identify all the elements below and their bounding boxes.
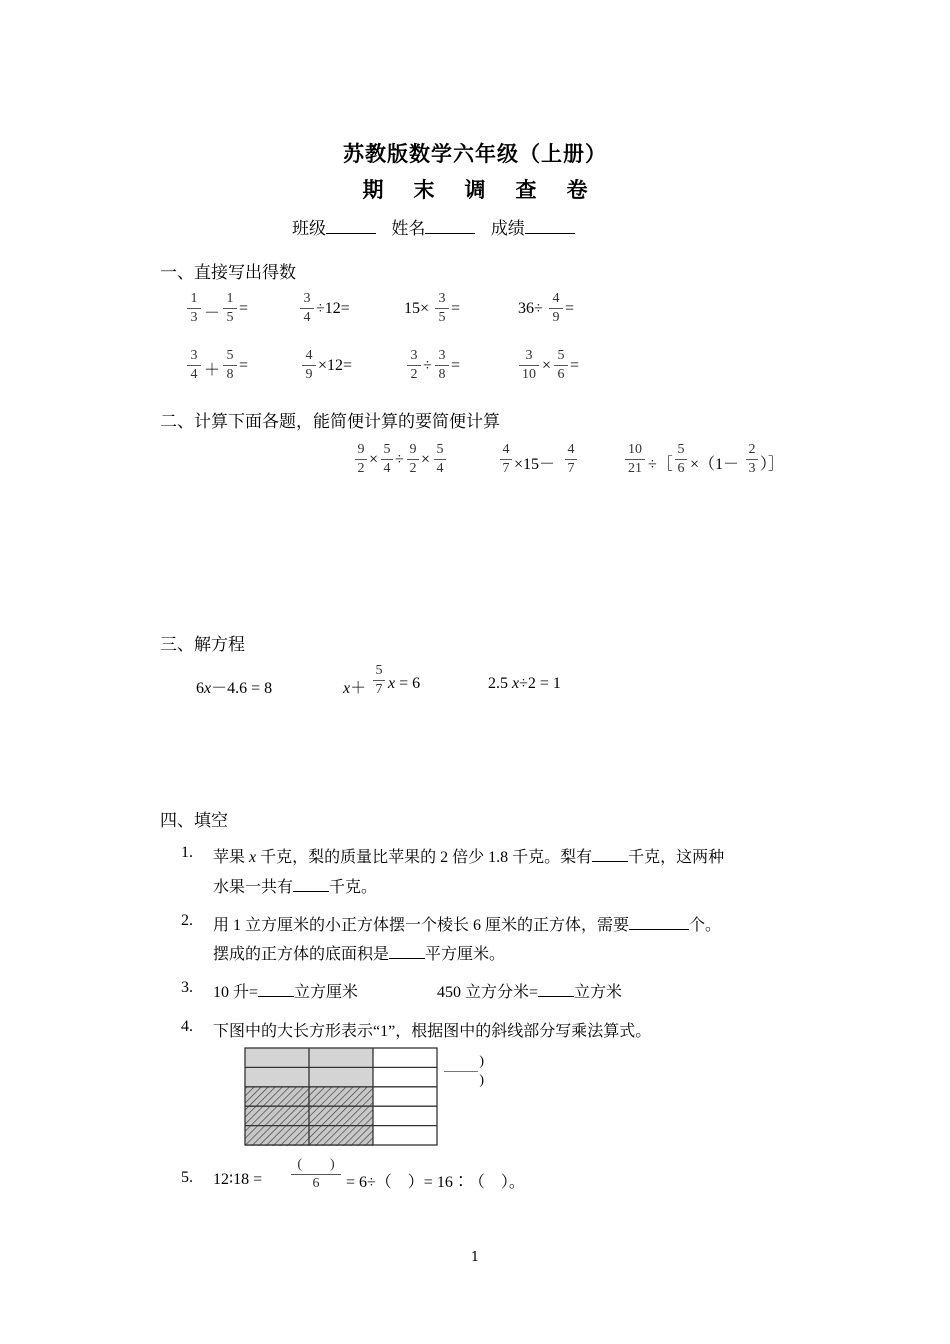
text: 苹果 bbox=[213, 849, 246, 866]
answer-fraction-numerator: ) bbox=[479, 1054, 484, 1069]
name-blank[interactable] bbox=[425, 217, 475, 234]
item-number: 5. bbox=[181, 1169, 193, 1186]
class-blank[interactable] bbox=[326, 217, 376, 234]
operator: ×12= bbox=[318, 357, 353, 374]
page-subtitle: 期末调查卷 bbox=[362, 177, 618, 202]
score-label: 成绩 bbox=[490, 219, 525, 239]
operator: × bbox=[369, 451, 379, 468]
text: 个。 bbox=[689, 917, 722, 934]
operator: ÷ bbox=[423, 357, 432, 374]
section4-heading: 四、填空 bbox=[160, 811, 228, 831]
fraction: 10 21 bbox=[624, 441, 646, 478]
fill-item-1-line1 bbox=[213, 844, 724, 867]
page-title: 苏教版数学六年级（上册） bbox=[343, 141, 607, 166]
fraction-numerator: ( ) bbox=[297, 1157, 335, 1172]
operator: = bbox=[570, 357, 580, 374]
answer-blank[interactable] bbox=[538, 981, 574, 997]
rectangle-diagram bbox=[244, 1047, 440, 1147]
fraction: 2 3 bbox=[745, 441, 759, 478]
text: 千克，梨的质量比苹果的 2 倍少 1.8 千克。梨有 bbox=[260, 849, 593, 866]
fraction: 5 7 bbox=[372, 662, 386, 699]
fraction: 3 8 bbox=[434, 347, 450, 384]
page-number: 1 bbox=[470, 1250, 480, 1265]
operator: = bbox=[239, 357, 249, 374]
answer-blank[interactable] bbox=[592, 846, 628, 862]
score-blank[interactable] bbox=[525, 217, 575, 234]
fill-item-2-line2 bbox=[213, 941, 505, 964]
fraction: 4 9 bbox=[548, 290, 564, 327]
operator: ×15－ bbox=[514, 456, 556, 473]
operator: ÷［ bbox=[648, 456, 673, 473]
operator: ×（1－ bbox=[690, 456, 740, 473]
item-number: 2. bbox=[181, 912, 193, 929]
text: 450 立方分米= bbox=[437, 984, 539, 1001]
fill-item-3-part2 bbox=[437, 979, 622, 1002]
item-number: 1. bbox=[181, 844, 193, 861]
text: 用 1 立方厘米的小正方体摆一个棱长 6 厘米的正方体，需要 bbox=[213, 917, 630, 934]
operator: ÷ bbox=[395, 451, 404, 468]
fraction: 9 2 bbox=[406, 441, 420, 478]
text: 10 升= bbox=[213, 984, 259, 1001]
operator: ÷12= bbox=[316, 300, 350, 317]
text: 摆成的正方体的底面积是 bbox=[213, 946, 390, 963]
equation-2-suffix: x = 6 bbox=[388, 675, 421, 692]
answer-blank[interactable] bbox=[258, 981, 294, 997]
operator: － bbox=[204, 305, 221, 322]
ratio-text-a: 12∶18 = bbox=[213, 1171, 263, 1188]
text: 立方米 bbox=[574, 984, 623, 1001]
answer-fraction-denominator: ) bbox=[479, 1073, 484, 1088]
operator: × bbox=[421, 451, 431, 468]
fraction: 1 5 bbox=[222, 290, 238, 327]
fill-item-1-line2 bbox=[213, 874, 377, 897]
fraction: 3 4 bbox=[186, 347, 202, 384]
fraction-denominator: 6 bbox=[312, 1176, 320, 1191]
text: 千克。 bbox=[329, 879, 378, 896]
answer-blank[interactable] bbox=[629, 914, 689, 930]
fraction: 5 6 bbox=[674, 441, 688, 478]
operator: × bbox=[542, 357, 552, 374]
fraction: 5 4 bbox=[380, 441, 394, 478]
fraction: 3 4 bbox=[299, 290, 315, 327]
fraction: 5 6 bbox=[553, 347, 569, 384]
variable: x bbox=[249, 849, 257, 866]
equation-3: 2.5 x÷2 = 1 bbox=[488, 675, 561, 692]
fraction: 3 2 bbox=[406, 347, 422, 384]
operator: 36÷ bbox=[518, 300, 543, 317]
text: 平方厘米。 bbox=[425, 946, 506, 963]
fraction: 4 7 bbox=[564, 441, 578, 478]
operator: ＋ bbox=[204, 362, 221, 379]
fraction: 4 9 bbox=[301, 347, 317, 384]
fill-item-2-line1 bbox=[213, 912, 721, 935]
name-label: 姓名 bbox=[391, 219, 426, 239]
operator: = bbox=[239, 300, 249, 317]
class-label: 班级 bbox=[292, 219, 326, 239]
fill-item-4-text: 下图中的大长方形表示“1”，根据图中的斜线部分写乘法算式。 bbox=[213, 1023, 652, 1040]
equation-2-prefix: x＋ bbox=[343, 680, 367, 697]
operator: = bbox=[451, 357, 461, 374]
operator: = bbox=[565, 300, 575, 317]
operator: ）］ bbox=[760, 456, 785, 473]
section3-heading: 三、解方程 bbox=[160, 635, 245, 655]
fraction: 3 10 bbox=[518, 347, 540, 384]
fraction: 1 3 bbox=[186, 290, 202, 327]
answer-fraction[interactable] bbox=[444, 1053, 484, 1090]
item-number: 4. bbox=[181, 1018, 193, 1035]
student-info-fields bbox=[292, 214, 585, 239]
answer-blank[interactable] bbox=[389, 943, 425, 959]
item-number: 3. bbox=[181, 979, 193, 996]
section2-heading: 二、计算下面各题，能简便计算的要简便计算 bbox=[160, 412, 500, 432]
fraction: 3 5 bbox=[434, 290, 450, 327]
fraction[interactable] bbox=[290, 1156, 342, 1193]
ratio-text-b: = 6÷（ ）= 16∶（ ）。 bbox=[346, 1174, 525, 1191]
text: 千克，这两种 bbox=[628, 849, 725, 866]
fraction: 4 7 bbox=[499, 441, 513, 478]
fraction: 5 4 bbox=[433, 441, 447, 478]
fraction: 9 2 bbox=[354, 441, 368, 478]
operator: 15× bbox=[404, 300, 430, 317]
fraction: 5 8 bbox=[222, 347, 238, 384]
text: 水果一共有 bbox=[213, 879, 294, 896]
equation-1: 6x－4.6 = 8 bbox=[196, 680, 273, 697]
text: 立方厘米 bbox=[294, 984, 359, 1001]
operator: = bbox=[451, 300, 461, 317]
fill-item-3-part1 bbox=[213, 979, 358, 1002]
section1-heading: 一、直接写出得数 bbox=[160, 263, 296, 283]
answer-blank[interactable] bbox=[293, 876, 329, 892]
